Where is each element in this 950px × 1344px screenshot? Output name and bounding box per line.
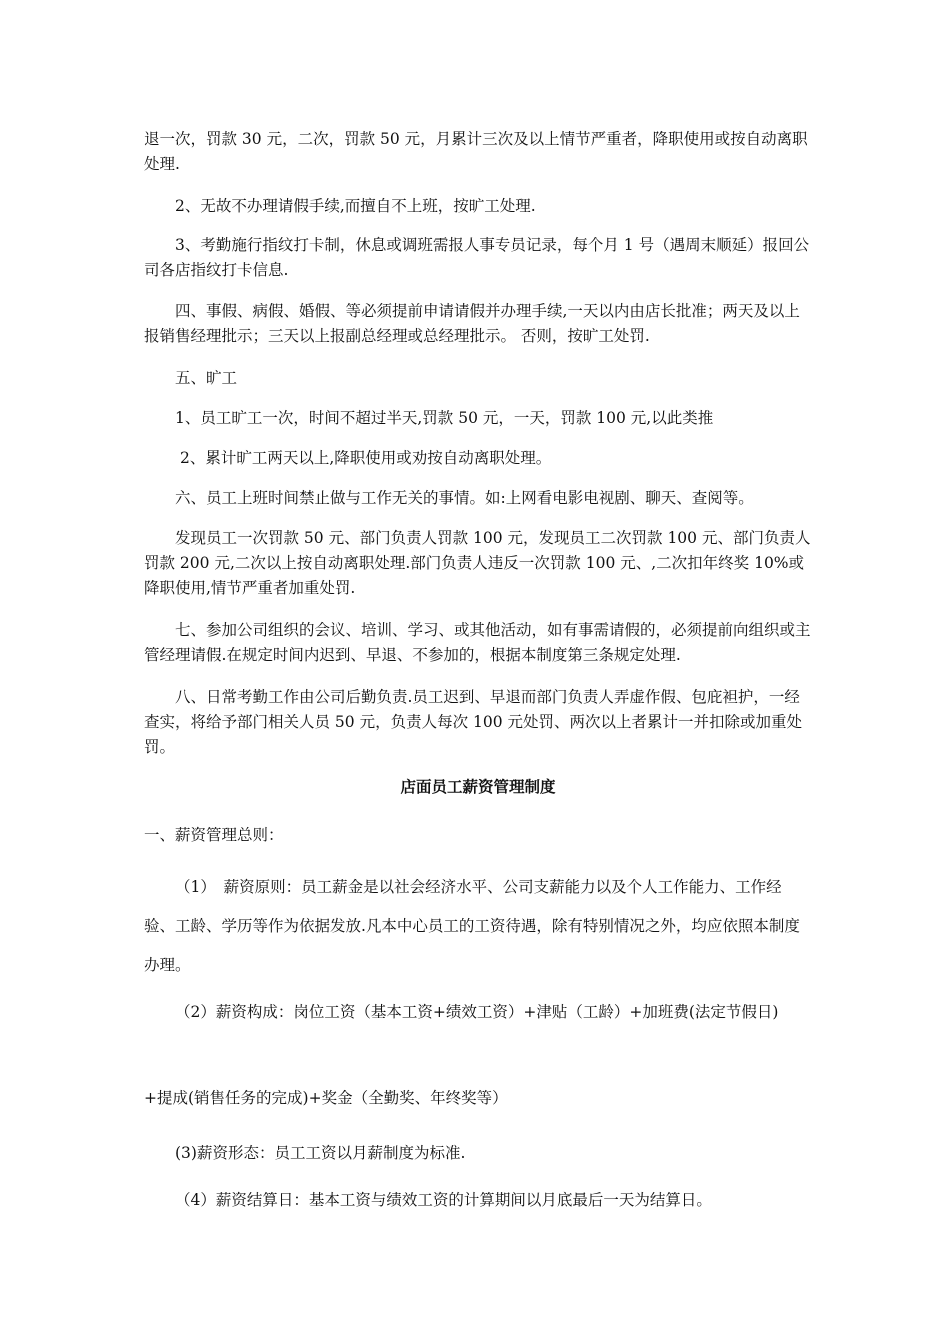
paragraph: 八、日常考勤工作由公司后勤负责.员工迟到、早退而部门负责人弄虚作假、包庇袒护，一经查实，将给予部门相关人员 50 元，负责人每次 100 元处罚、两次以上者累计一并扣除或加重处罚。 (144, 688, 803, 756)
paragraph: （2）薪资构成：岗位工资（基本工资+绩效工资）+津贴（工龄）+加班费(法定节假日) (175, 1003, 779, 1021)
paragraph: 五、旷工 (175, 369, 238, 387)
paragraph: 2、累计旷工两天以上,降职使用或劝按自动离职处理。 (180, 449, 552, 467)
paragraph: 六、员工上班时间禁止做与工作无关的事情。如:上网看电影电视剧、聊天、查阅等。 (175, 489, 754, 507)
paragraph: 3、考勤施行指纹打卡制，休息或调班需报人事专员记录，每个月 1 号（遇周末顺延）报回公司各店指纹打卡信息. (144, 236, 810, 279)
paragraph: （4）薪资结算日：基本工资与绩效工资的计算期间以月底最后一天为结算日。 (175, 1191, 712, 1209)
paragraph: 四、事假、病假、婚假、等必须提前申请请假并办理手续,一天以内由店长批准；两天及以上报销售经理批示；三天以上报副总经理或总经理批示。 否则，按旷工处罚. (144, 302, 800, 345)
paragraph: +提成(销售任务的完成)+奖金（全勤奖、年终奖等） (144, 1089, 508, 1107)
paragraph: 2、无故不办理请假手续,而擅自不上班，按旷工处理. (175, 197, 536, 215)
paragraph: 退一次，罚款 30 元，二次，罚款 50 元，月累计三次及以上情节严重者，降职使用或按自动离职处理. (144, 130, 808, 173)
paragraph: 1、员工旷工一次，时间不超过半天,罚款 50 元，一天，罚款 100 元,以此类推 (175, 409, 714, 427)
paragraph: (3)薪资形态：员工工资以月薪制度为标准. (175, 1144, 466, 1162)
salary-heading: 一、薪资管理总则： (144, 826, 284, 844)
paragraph: 七、参加公司组织的会议、培训、学习、或其他活动，如有事需请假的，必须提前向组织或主管经理请假.在规定时间内迟到、早退、不参加的，根据本制度第三条规定处理. (144, 621, 811, 664)
paragraph: 发现员工一次罚款 50 元、部门负责人罚款 100 元，发现员工二次罚款 100 元、部门负责人罚款 200 元,二次以上按自动离职处理.部门负责人违反一次罚款 100 元、,二次扣年终奖 10%或降职使用,情节严重者加重处罚. (144, 529, 811, 597)
paragraph: （1） 薪资原则：员工薪金是以社会经济水平、公司支薪能力以及个人工作能力、工作经验、工龄、学历等作为依据发放.凡本中心员工的工资待遇，除有特别情况之外，均应依照本制度办理。 (144, 878, 800, 974)
section-title: 店面员工薪资管理制度 (400, 778, 556, 796)
